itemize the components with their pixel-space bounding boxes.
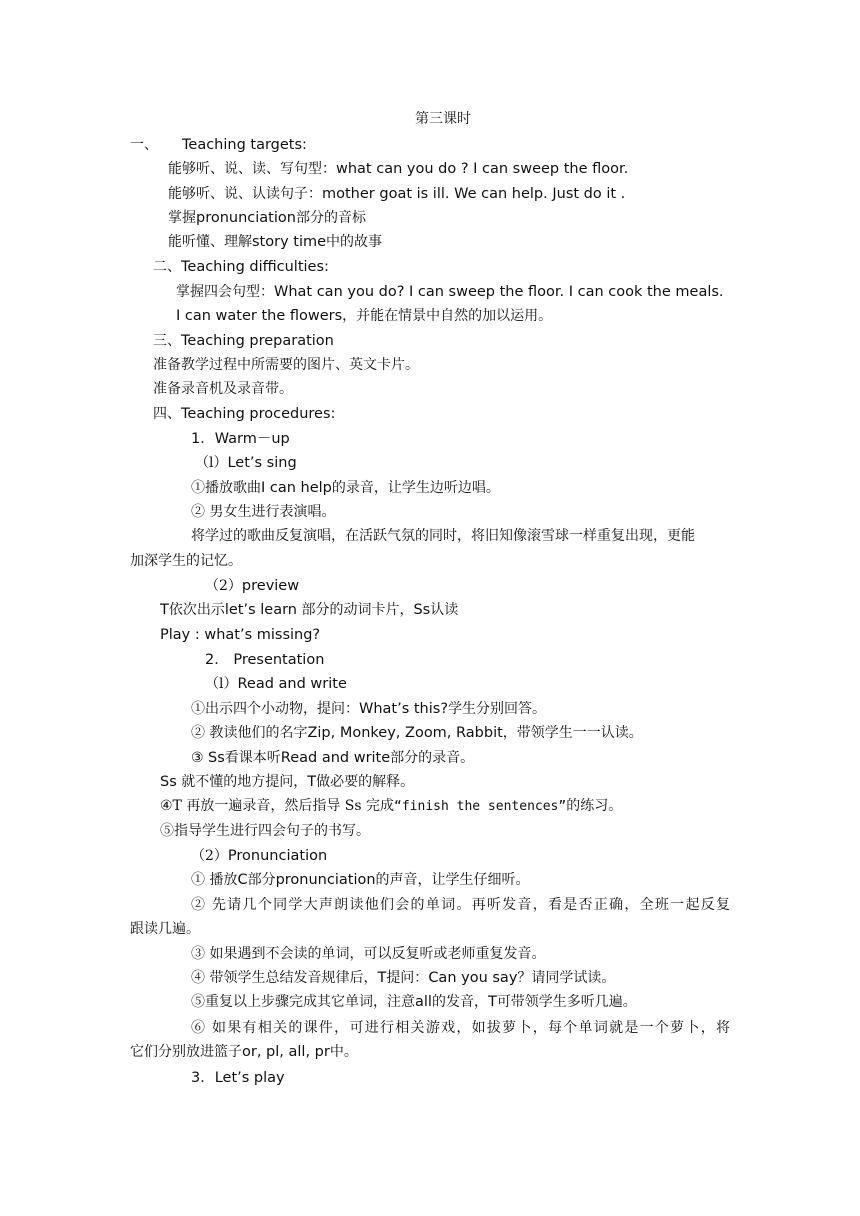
- text-line: ⑤重复以上步骤完成其它单词，注意all的发音，T可带领学生多听几遍。: [191, 994, 637, 1010]
- step-2-heading: 2． Presentation: [205, 652, 325, 668]
- text-line: ③ Ss看课本听Read and write部分的录音。: [191, 750, 475, 766]
- text-line: ④T 再放一遍录音，然后指导 Ss 完成“finish the sentences”的练习。: [160, 798, 623, 814]
- text-line: Ss 就不懂的地方提问，T做必要的解释。: [160, 774, 415, 790]
- text-line: 能听懂、理解story time中的故事: [168, 234, 383, 250]
- section-1-marker: 一、: [130, 137, 158, 153]
- section-4-heading: 四、Teaching procedures:: [153, 406, 336, 422]
- text-line: ⑥ 如果有相关的课件，可进行相关游戏，如拔萝卜，每个单词就是一个萝卜，将: [191, 1020, 730, 1036]
- step-1-heading: 1．Warm－up: [191, 431, 290, 447]
- section-2-heading: 二、Teaching difficulties:: [153, 259, 329, 275]
- section-1-heading: Teaching targets:: [182, 137, 307, 153]
- text-line: ⑤指导学生进行四会句子的书写。: [160, 823, 370, 839]
- text-line: 它们分别放进篮子or, pl, all, pr中。: [130, 1044, 358, 1060]
- text-line: 能够听、说、认读句子：mother goat is ill. We can help. Just do it .: [168, 186, 626, 202]
- text-line: 掌握四会句型：What can you do? I can sweep the floor. I can cook the meals.: [176, 284, 724, 300]
- text-line: ② 男女生进行表演唱。: [191, 504, 336, 520]
- text-line: 能够听、说、读、写句型：what can you do ? I can sweep the floor.: [168, 161, 629, 177]
- text-line: ① 播放C部分pronunciation的声音，让学生仔细听。: [191, 872, 530, 888]
- text-line: T依次出示let’s learn 部分的动词卡片，Ss认读: [160, 602, 459, 618]
- text-line: 将学过的歌曲反复演唱，在活跃气氛的同时，将旧知像滚雪球一样重复出现，更能: [191, 528, 695, 544]
- text-line: Play : what’s missing?: [160, 627, 321, 643]
- text-line: （l）Read and write: [205, 676, 347, 692]
- text-line: 准备教学过程中所需要的图片、英文卡片。: [153, 357, 419, 373]
- text-line: 加深学生的记忆。: [130, 553, 242, 569]
- text-line: （2）preview: [205, 578, 300, 594]
- text-line: （2）Pronunciation: [191, 848, 328, 864]
- section-3-heading: 三、Teaching preparation: [153, 333, 334, 349]
- text-line: I can water the flowers，并能在情景中自然的加以运用。: [176, 308, 553, 324]
- text-line: 准备录音机及录音带。: [153, 381, 293, 397]
- text-line: ② 先请几个同学大声朗读他们会的单词。再听发音，看是否正确，全班一起反复: [191, 897, 730, 913]
- text-line: 掌握pronunciation部分的音标: [168, 210, 366, 226]
- text-line: ③ 如果遇到不会读的单词，可以反复听或老师重复发音。: [191, 946, 546, 962]
- text-line: ② 教读他们的名字Zip, Monkey, Zoom, Rabbit，带领学生一一认读。: [191, 725, 643, 741]
- page-title: 第三课时: [415, 111, 471, 127]
- text-line: ④ 带领学生总结发音规律后，T提问：Can you say？请同学试读。: [191, 970, 616, 986]
- text-line: ①播放歌曲I can help的录音，让学生边听边唱。: [191, 480, 500, 496]
- text-line: ①出示四个小动物，提问：What’s this?学生分别回答。: [191, 701, 547, 717]
- text-line: （l）Let’s sing: [195, 455, 297, 471]
- text-line: 跟读几遍。: [130, 921, 200, 937]
- step-3-heading: 3．Let’s play: [191, 1070, 285, 1086]
